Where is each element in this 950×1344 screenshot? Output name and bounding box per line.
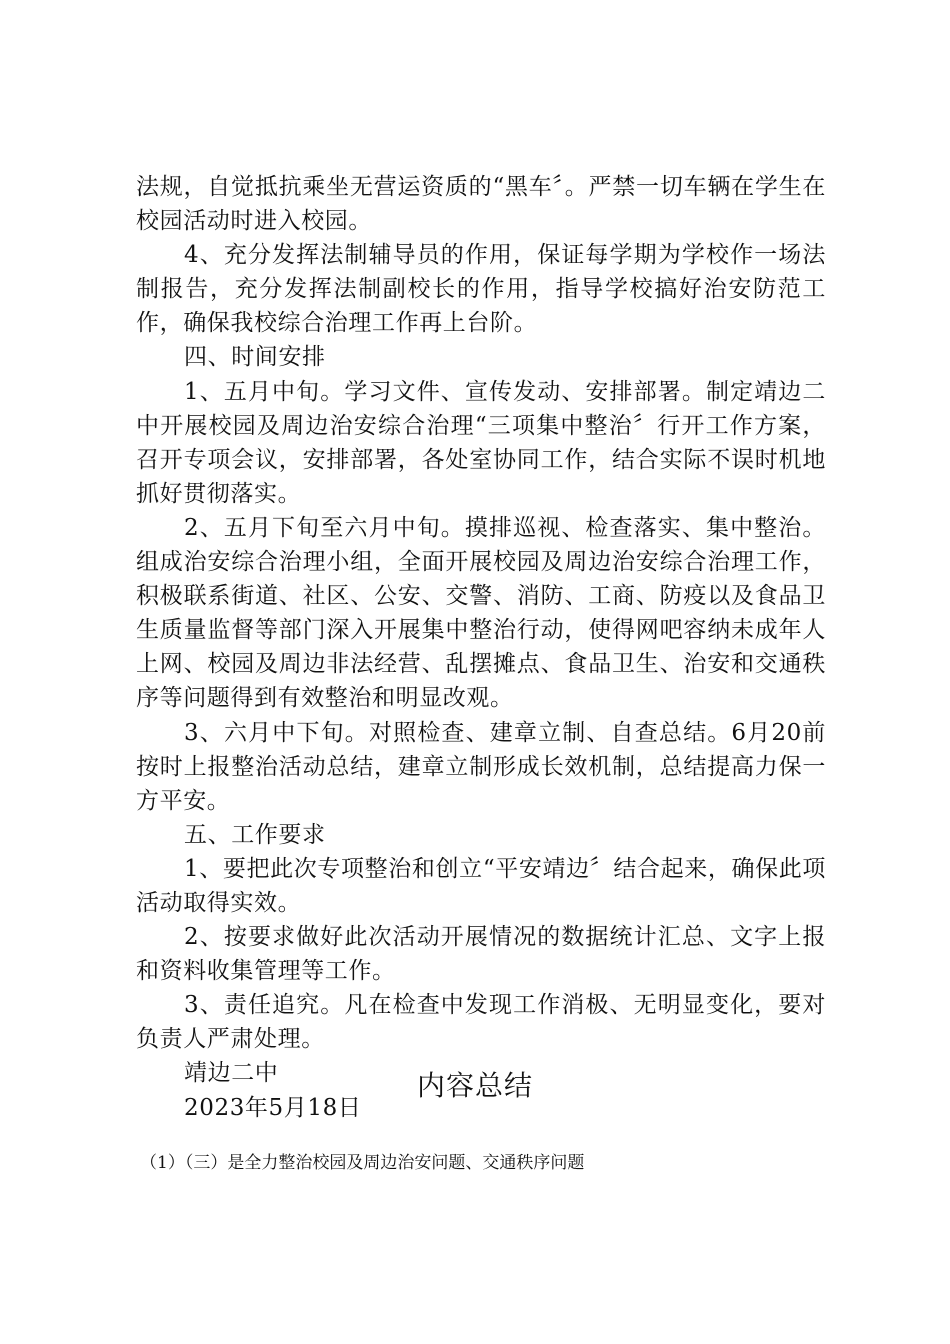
signature-school: 靖边二中 (184, 1060, 279, 1087)
summary-title: 内容总结 (416, 1069, 533, 1102)
paragraph-schedule-1: 1、五月中旬。学习文件、宣传发动、安排部署。制定靖边二中开展校园及周边治安综合治理“三项集中整治〞行开工作方案，召开专项会议，安排部署，各处室协同工作，结合实际不误时机地抓好贯彻落实。 (136, 378, 826, 507)
paragraph-requirement-3: 3、责任追究。凡在检查中发现工作消极、无明显变化，要对负责人严肃处理。 (136, 992, 826, 1053)
paragraph-requirement-1: 1、要把此次专项整治和创立“平安靖边〞结合起来，确保此项活动取得实效。 (136, 855, 826, 916)
document-body (136, 170, 826, 1125)
paragraph-requirement-2: 2、按要求做好此次活动开展情况的数据统计汇总、文字上报和资料收集管理等工作。 (136, 924, 826, 985)
summary-item: （1）（三）是全力整治校园及周边治安问题、交通秩序问题 (140, 1153, 585, 1173)
section-heading-requirements: 五、工作要求 (184, 821, 326, 848)
paragraph-schedule-3: 3、六月中下旬。对照检查、建章立制、自查总结。6月20前按时上报整治活动总结，建章立制形成长效机制，总结提高力保一方平安。 (136, 719, 826, 814)
section-heading-schedule: 四、时间安排 (184, 344, 326, 371)
signature-date: 2023年5月18日 (184, 1094, 362, 1121)
paragraph-item-4-legal-counselor: 4、充分发挥法制辅导员的作用，保证每学期为学校作一场法制报告，充分发挥法制副校长的作用，指导学校搞好治安防范工作，确保我校综合治理工作再上台阶。 (136, 242, 826, 337)
paragraph-schedule-2: 2、五月下旬至六月中旬。摸排巡视、检查落实、集中整治。组成治安综合治理小组，全面开展校园及周边治安综合治理工作，积极联系街道、社区、公安、交警、消防、工商、防疫以及食品卫生质量监督等部门深入开展集中整治行动，使得网吧容纳未成年人上网、校园及周边非法经营、乱摆摊点、食品卫生、治安和交通秩序等问题得到有效整治和明显改观。 (136, 514, 826, 712)
paragraph-regulations-continued: 法规，自觉抵抗乘坐无营运资质的“黑车〞。严禁一切车辆在学生在校园活动时进入校园。 (136, 174, 826, 235)
